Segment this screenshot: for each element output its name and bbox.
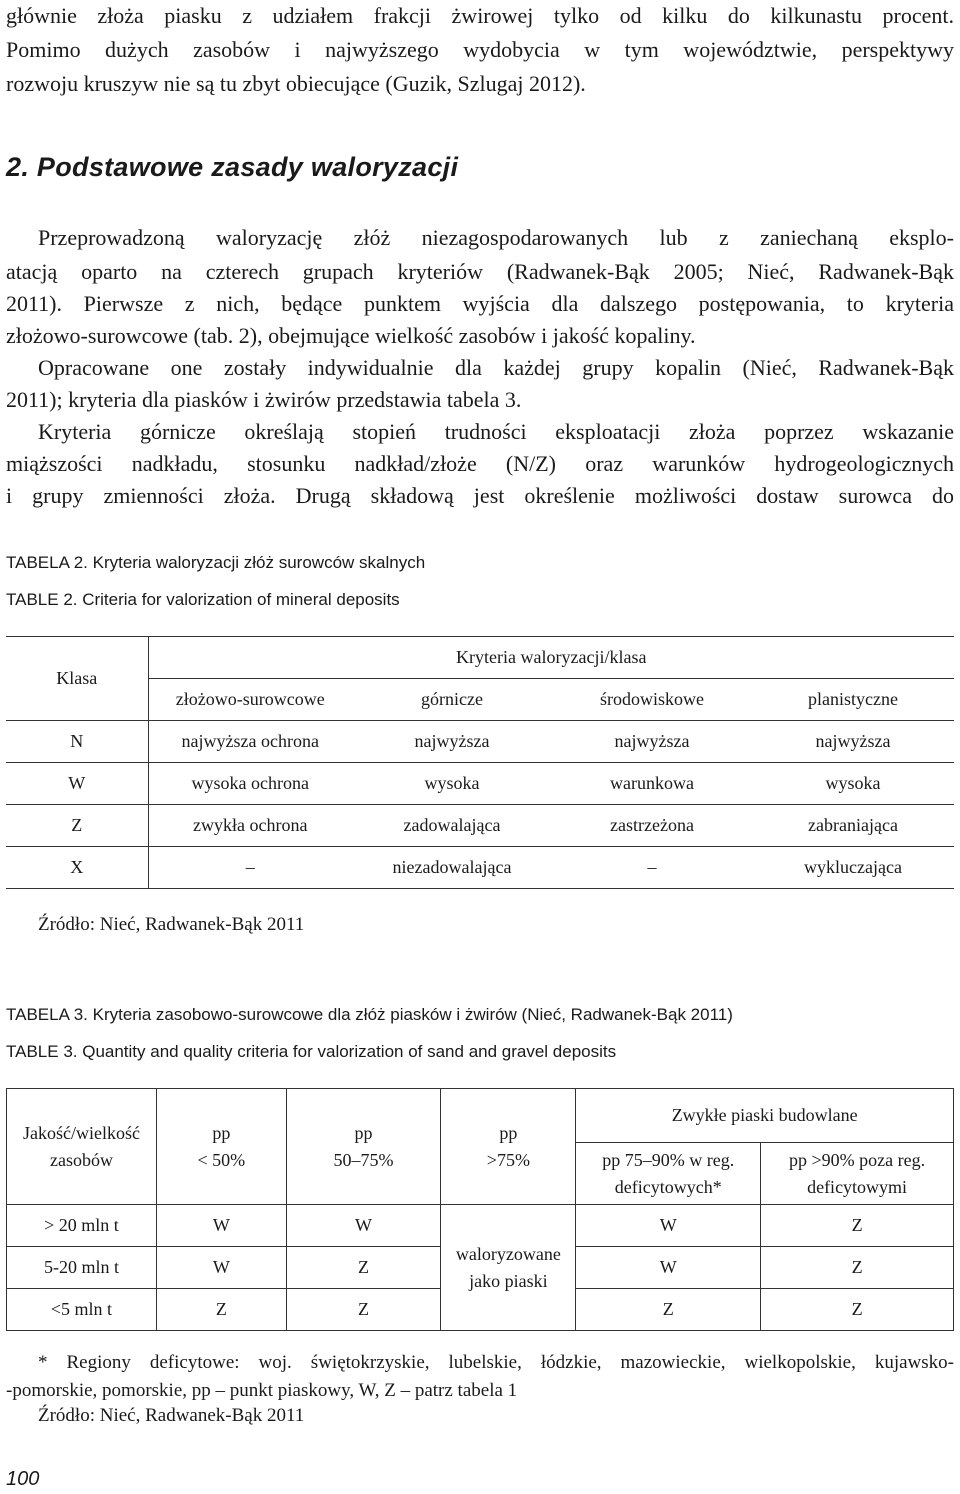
table3-header-pp-line1: pp	[499, 1122, 518, 1143]
table3-header-pp-lt50	[156, 1089, 286, 1205]
body-line-4: złożowo-surowcowe (tab. 2), obejmujące wielkość zasobów i jakość kopaliny.	[6, 323, 696, 348]
table3-cell: Z	[156, 1289, 286, 1331]
table2-cell: –	[552, 847, 752, 889]
table3-header-pp-gt75	[441, 1089, 576, 1205]
table3-caption-pl: TABELA 3. Kryteria zasobowo-surowcowe dla złóż piasków i żwirów (Nieć, Radwanek-Bąk 2011)	[6, 1005, 733, 1024]
table3-header-pp-line1: pp	[212, 1122, 231, 1143]
table2-cell: zabraniająca	[752, 805, 954, 847]
table2-cell: W	[6, 763, 148, 805]
table3-header-quality-line2: zasobów	[49, 1149, 113, 1170]
intro-line-2: Pomimo dużych zasobów i najwyższego wydobycia w tym województwie, perspektywy	[6, 37, 954, 62]
body-line-6: 2011); kryteria dla piasków i żwirów przedstawia tabela 3.	[6, 387, 522, 412]
table2-cell: zwykła ochrona	[148, 805, 352, 847]
table3-cell: W	[156, 1205, 286, 1247]
table3-subheader-line1: pp >90% poza reg.	[789, 1149, 926, 1170]
table-row	[6, 847, 954, 889]
table3-cell: > 20 mln t	[7, 1205, 157, 1247]
table3-cell: Z	[576, 1289, 761, 1331]
table3-caption-en: TABLE 3. Quantity and quality criteria for valorization of sand and gravel deposits	[6, 1042, 617, 1061]
table3-cell: Z	[761, 1205, 954, 1247]
table2-cell: najwyższa	[752, 721, 954, 763]
table3-cell: Z	[286, 1247, 441, 1289]
table2-cell: najwyższa	[552, 721, 752, 763]
table-3	[6, 1088, 954, 1331]
body-line-9: i grupy zmienności złoża. Drugą składową jest określenie możliwości dostaw surowca do	[6, 483, 954, 508]
table2-cell: Z	[6, 805, 148, 847]
table3-cell: W	[156, 1247, 286, 1289]
table3-header-pp-line2: 50–75%	[333, 1149, 394, 1170]
table2-cell: najwyższa ochrona	[148, 721, 352, 763]
intro-line-1: głównie złoża piasku z udziałem frakcji żwirowej tylko od kilku do kilkunastu procent.	[6, 3, 954, 28]
table3-cell: Z	[761, 1247, 954, 1289]
table3-cell: W	[576, 1205, 761, 1247]
section-heading: 2. Podstawowe zasady waloryzacji	[6, 152, 459, 182]
body-line-5: Opracowane one zostały indywidualnie dla każdej grupy kopalin (Nieć, Radwanek-Bąk	[38, 355, 954, 380]
table-row	[6, 721, 954, 763]
body-line-3: 2011). Pierwsze z nich, będące punktem wyjścia dla dalszego postępowania, to kryteria	[6, 291, 954, 316]
table-row	[6, 763, 954, 805]
table2-cell: zadowalająca	[352, 805, 552, 847]
table2-cell: N	[6, 721, 148, 763]
table2-cell: warunkowa	[552, 763, 752, 805]
table2-col-header: planistyczne	[752, 679, 954, 721]
table3-header-quality-line1: Jakość/wielkość	[22, 1122, 140, 1143]
table3-subheader-line1: pp 75–90% w reg.	[602, 1149, 735, 1170]
table3-source: Źródło: Nieć, Radwanek-Bąk 2011	[38, 1405, 305, 1426]
intro-line-3: rozwoju kruszyw nie są tu zbyt obiecujące (Guzik, Szlugaj 2012).	[6, 71, 586, 96]
table2-caption-pl: TABELA 2. Kryteria waloryzacji złóż surowców skalnych	[6, 553, 426, 572]
body-line-7: Kryteria górnicze określają stopień trudności eksploatacji złoża poprzez wskazanie	[38, 419, 954, 444]
table2-cell: wykluczająca	[752, 847, 954, 889]
table2-cell: wysoka ochrona	[148, 763, 352, 805]
table2-cell: –	[148, 847, 352, 889]
table3-subheader-outside	[761, 1143, 954, 1205]
table3-subheader-deficit	[576, 1143, 761, 1205]
body-line-1: Przeprowadzoną waloryzację złóż niezagospodarowanych lub z zaniechaną eksplo-	[38, 225, 954, 250]
table3-merged-line2: jako piaski	[469, 1270, 548, 1291]
body-line-8: miąższości nadkładu, stosunku nadkład/złoże (N/Z) oraz warunków hydrogeologicznych	[6, 451, 954, 476]
table2-cell: wysoka	[752, 763, 954, 805]
table3-footnote-line2: -pomorskie, pomorskie, pp – punkt piaskowy, W, Z – patrz tabela 1	[6, 1380, 518, 1401]
body-line-2: atacją oparto na czterech grupach kryteriów (Radwanek-Bąk 2005; Nieć, Radwanek-Bąk	[6, 259, 954, 284]
table3-header-pp-line1: pp	[354, 1122, 373, 1143]
table3-header-pp-line2: < 50%	[197, 1149, 246, 1170]
table2-col-header: górnicze	[352, 679, 552, 721]
table2-source: Źródło: Nieć, Radwanek-Bąk 2011	[38, 914, 305, 935]
table2-caption-en: TABLE 2. Criteria for valorization of mineral deposits	[6, 590, 400, 609]
table3-cell: 5-20 mln t	[7, 1247, 157, 1289]
table2-col-header: złożowo-surowcowe	[148, 679, 352, 721]
table3-header-pp-50-75	[286, 1089, 441, 1205]
table2-group-header: Kryteria waloryzacji/klasa	[148, 637, 954, 679]
table3-footnote-line1: * Regiony deficytowe: woj. świętokrzyskie, lubelskie, łódzkie, mazowieckie, wielkopolskie, kujawsko-	[38, 1352, 954, 1373]
table-2	[6, 636, 954, 889]
table3-cell: Z	[761, 1289, 954, 1331]
table3-cell: <5 mln t	[7, 1289, 157, 1331]
table-row	[6, 805, 954, 847]
table3-merged-cell	[441, 1205, 576, 1331]
table2-cell: zastrzeżona	[552, 805, 752, 847]
table3-cell: Z	[286, 1289, 441, 1331]
table2-cell: wysoka	[352, 763, 552, 805]
table3-subheader-line2: deficytowymi	[807, 1176, 908, 1197]
table3-header-pp-line2: >75%	[486, 1149, 530, 1170]
table3-merged-line1: waloryzowane	[455, 1243, 561, 1264]
table2-header-class: Klasa	[6, 637, 148, 721]
table3-cell: W	[576, 1247, 761, 1289]
table2-cell: niezadowalająca	[352, 847, 552, 889]
table3-group-header: Zwykłe piaski budowlane	[576, 1089, 954, 1143]
table-row	[7, 1205, 954, 1247]
table3-cell: W	[286, 1205, 441, 1247]
table2-cell: najwyższa	[352, 721, 552, 763]
page-number: 100	[6, 1468, 40, 1490]
table2-col-header: środowiskowe	[552, 679, 752, 721]
table3-subheader-line2: deficytowych*	[614, 1176, 722, 1197]
table2-cell: X	[6, 847, 148, 889]
table3-header-quality	[7, 1089, 157, 1205]
